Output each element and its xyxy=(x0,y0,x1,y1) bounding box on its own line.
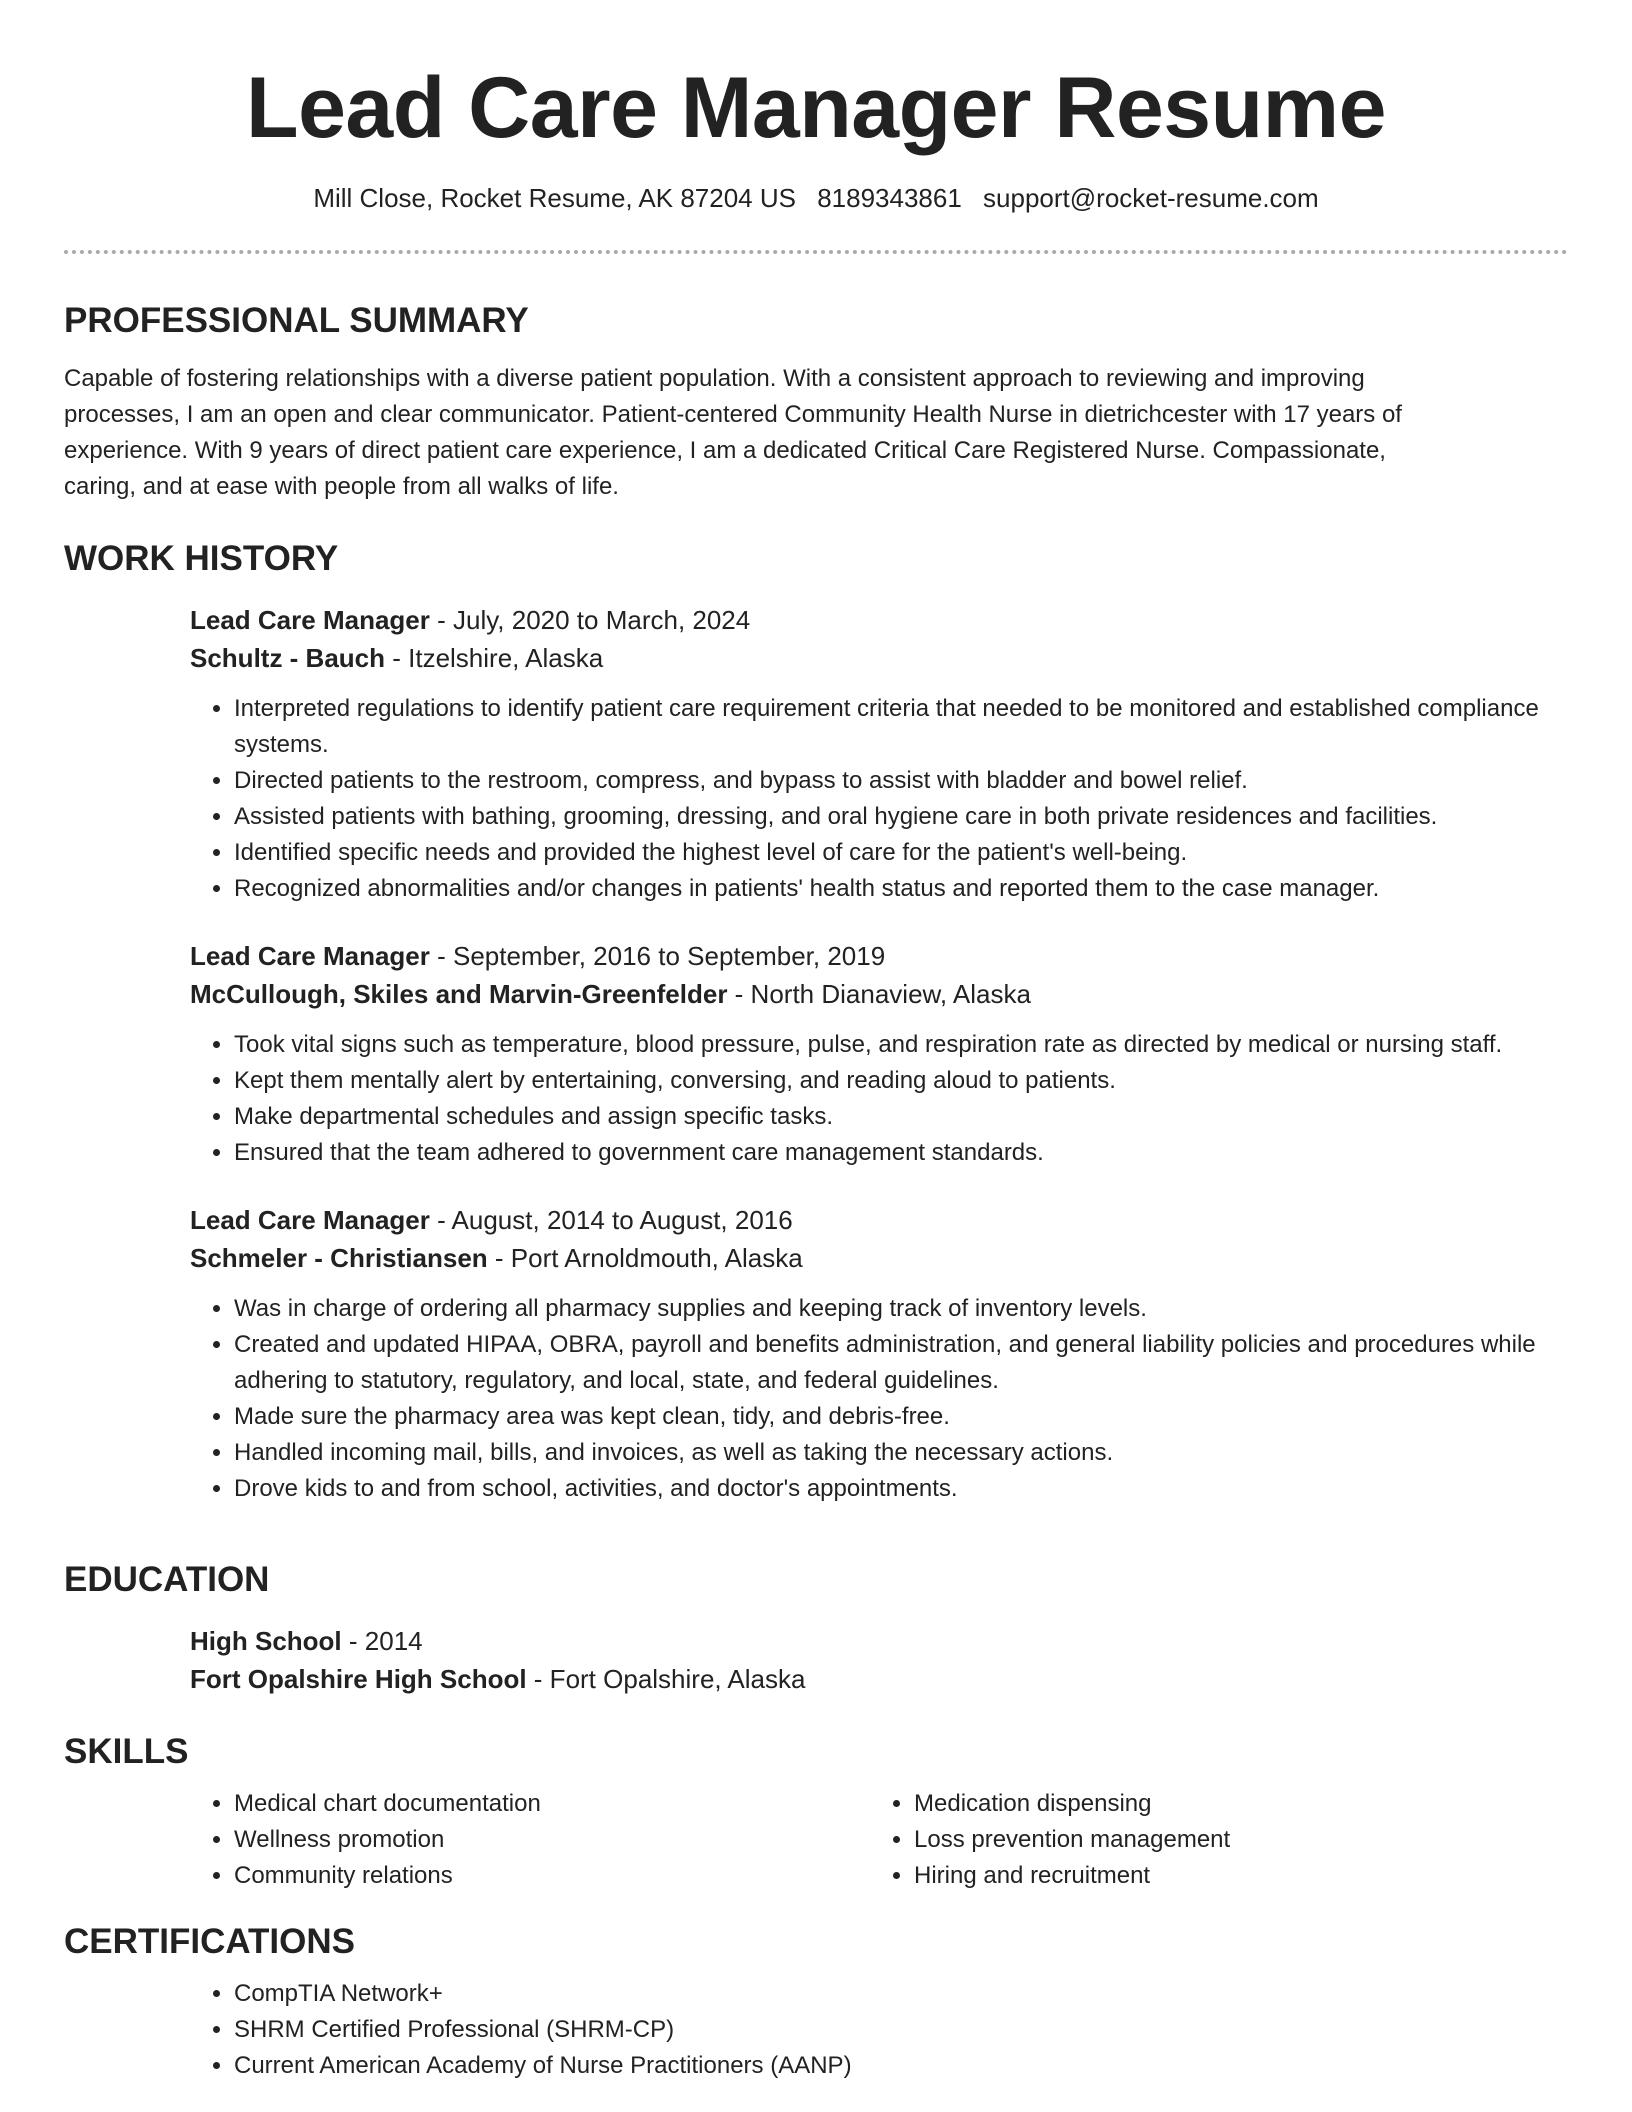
job-bullet: • Recognized abnormalities and/or changes in patients' health status and reported them to the case manager. xyxy=(234,871,1564,907)
job-location: - Itzelshire, Alaska xyxy=(385,643,604,673)
job-location: - Port Arnoldmouth, Alaska xyxy=(487,1243,803,1273)
skill-item: • Wellness promotion xyxy=(234,1822,870,1858)
job-bullets xyxy=(190,691,1564,907)
job-bullet: • Was in charge of ordering all pharmacy supplies and keeping track of inventory levels. xyxy=(234,1291,1564,1327)
summary-text: Capable of fostering relationships with a diverse patient population. With a consistent approach to reviewing and improving processes, I am an open and clear communicator. Patient-centered Community Health Nurse in dietrichcester with 17 years of experience. With 9 years of direct patient care experience, I am a dedicated Critical Care Registered Nurse. Compassionate, caring, and at ease with people from all walks of life. xyxy=(64,365,1402,500)
job-employer-line xyxy=(190,975,1564,1013)
job-entry xyxy=(190,1201,1564,1507)
skills-grid xyxy=(190,1786,1564,1894)
job-employer: Schultz - Bauch xyxy=(190,643,386,673)
job-bullet: • Drove kids to and from school, activities, and doctor's appointments. xyxy=(234,1471,1564,1507)
education-degree-line xyxy=(190,1622,1564,1660)
work-history-section xyxy=(64,537,1568,1507)
summary-section xyxy=(64,299,1568,505)
job-bullet: • Assisted patients with bathing, grooming, dressing, and oral hygiene care in both private residences and facilities. xyxy=(234,799,1564,835)
contact-phone: 8189343861 xyxy=(817,183,962,213)
job-bullets xyxy=(190,1291,1564,1507)
job-title-line xyxy=(190,1201,1564,1239)
certification-item: • Current American Academy of Nurse Practitioners (AANP) xyxy=(234,2048,1564,2084)
job-title: Lead Care Manager xyxy=(190,941,430,971)
resume-title: Lead Care Manager Resume xyxy=(246,60,1386,156)
job-dates: - August, 2014 to August, 2016 xyxy=(429,1205,793,1235)
job-bullet: • Kept them mentally alert by entertaining, conversing, and reading aloud to patients. xyxy=(234,1063,1564,1099)
job-bullet: • Ensured that the team adhered to government care management standards. xyxy=(234,1135,1564,1171)
job-title: Lead Care Manager xyxy=(190,1205,430,1235)
job-bullet: • Made sure the pharmacy area was kept clean, tidy, and debris-free. xyxy=(234,1399,1564,1435)
job-title-line xyxy=(190,601,1564,639)
section-heading-education: EDUCATION xyxy=(64,1560,270,1599)
section-heading-summary: PROFESSIONAL SUMMARY xyxy=(64,301,529,340)
skill-item: • Community relations xyxy=(234,1858,870,1894)
job-bullet: • Took vital signs such as temperature, blood pressure, pulse, and respiration rate as directed by medical or nursing staff. xyxy=(234,1027,1564,1063)
certifications-section xyxy=(64,1920,1568,2084)
certifications-list xyxy=(190,1976,1564,2084)
job-employer-line xyxy=(190,639,1564,677)
job-dates: - July, 2020 to March, 2024 xyxy=(429,605,751,635)
section-heading-certifications: CERTIFICATIONS xyxy=(64,1922,356,1961)
contact-email: support@rocket-resume.com xyxy=(983,183,1319,213)
education-section xyxy=(64,1558,1568,1698)
skills-list-left xyxy=(190,1786,870,1894)
education-school-line xyxy=(190,1660,1564,1698)
job-bullet: • Handled incoming mail, bills, and invoices, as well as taking the necessary actions. xyxy=(234,1435,1564,1471)
education-location: - Fort Opalshire, Alaska xyxy=(526,1664,806,1694)
skill-item: • Medical chart documentation xyxy=(234,1786,870,1822)
job-dates: - September, 2016 to September, 2019 xyxy=(429,941,886,971)
job-bullets xyxy=(190,1027,1564,1171)
job-bullet: • Created and updated HIPAA, OBRA, payroll and benefits administration, and general liability policies and procedures while adhering to statutory, regulatory, and local, state, and federal guidelines. xyxy=(234,1327,1564,1399)
skill-item: • Medication dispensing xyxy=(914,1786,1550,1822)
section-heading-work: WORK HISTORY xyxy=(64,539,339,578)
skill-item: • Loss prevention management xyxy=(914,1822,1550,1858)
skills-list-right xyxy=(870,1786,1550,1894)
contact-address: Mill Close, Rocket Resume, AK 87204 US xyxy=(313,183,796,213)
certification-item: • SHRM Certified Professional (SHRM-CP) xyxy=(234,2012,1564,2048)
job-employer-line xyxy=(190,1239,1564,1277)
job-title-line xyxy=(190,937,1564,975)
job-entry xyxy=(190,601,1564,907)
education-degree: High School xyxy=(190,1626,342,1656)
job-location: - North Dianaview, Alaska xyxy=(727,979,1031,1009)
skill-item: • Hiring and recruitment xyxy=(914,1858,1550,1894)
job-employer: McCullough, Skiles and Marvin-Greenfelder xyxy=(190,979,728,1009)
job-title: Lead Care Manager xyxy=(190,605,430,635)
education-school: Fort Opalshire High School xyxy=(190,1664,527,1694)
header-divider xyxy=(64,250,1568,254)
contact-line xyxy=(64,180,1568,216)
section-heading-skills: SKILLS xyxy=(64,1732,189,1771)
skills-section xyxy=(64,1730,1568,1894)
certification-item: • CompTIA Network+ xyxy=(234,1976,1564,2012)
job-bullet: • Directed patients to the restroom, compress, and bypass to assist with bladder and bowel relief. xyxy=(234,763,1564,799)
job-entry xyxy=(190,937,1564,1171)
resume-page xyxy=(64,0,1568,2079)
job-bullet: • Interpreted regulations to identify patient care requirement criteria that needed to be monitored and established compliance systems. xyxy=(234,691,1564,763)
job-employer: Schmeler - Christiansen xyxy=(190,1243,488,1273)
job-bullet: • Identified specific needs and provided the highest level of care for the patient's well-being. xyxy=(234,835,1564,871)
job-bullet: • Make departmental schedules and assign specific tasks. xyxy=(234,1099,1564,1135)
education-year: - 2014 xyxy=(341,1626,423,1656)
